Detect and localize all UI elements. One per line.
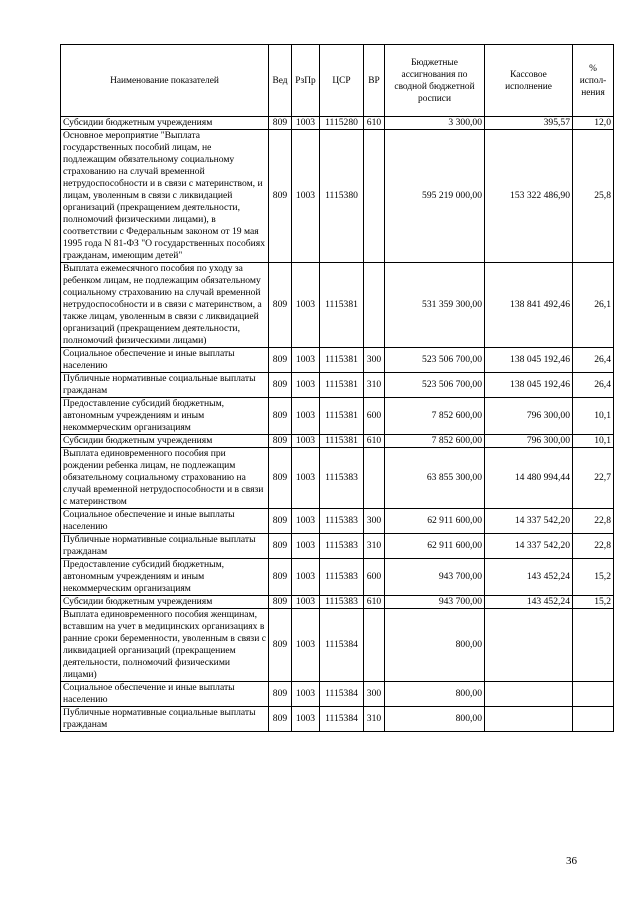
cell-csr: 1115383 <box>320 448 364 509</box>
cell-name: Публичные нормативные социальные выплаты гражданам <box>61 534 269 559</box>
cell-cash-execution: 14 337 542,20 <box>485 509 573 534</box>
cell-name: Выплата единовременного пособия женщинам, вставшим на учет в медицинских организациях в ранние сроки беременности, уволенным в связи с ликвидацией организаций (прекращением деятельности, полномочий физическими лицами) <box>61 609 269 682</box>
cell-cash-execution: 395,57 <box>485 117 573 130</box>
page-number: 36 <box>566 855 577 867</box>
cell-vr: 610 <box>364 117 385 130</box>
cell-assignments: 3 300,00 <box>385 117 485 130</box>
cell-csr: 1115383 <box>320 596 364 609</box>
cell-rzpr: 1003 <box>292 707 320 732</box>
cell-vr: 310 <box>364 707 385 732</box>
cell-percent: 26,4 <box>573 348 614 373</box>
cell-percent: 10,1 <box>573 398 614 435</box>
cell-cash-execution: 138 841 492,46 <box>485 263 573 348</box>
cell-assignments: 523 506 700,00 <box>385 373 485 398</box>
cell-rzpr: 1003 <box>292 448 320 509</box>
cell-assignments: 800,00 <box>385 682 485 707</box>
cell-vr: 310 <box>364 534 385 559</box>
cell-rzpr: 1003 <box>292 596 320 609</box>
header-percent: % испол-нения <box>573 45 614 117</box>
cell-ved: 809 <box>269 117 292 130</box>
cell-ved: 809 <box>269 682 292 707</box>
cell-csr: 1115383 <box>320 509 364 534</box>
cell-assignments: 800,00 <box>385 609 485 682</box>
cell-csr: 1115384 <box>320 682 364 707</box>
cell-vr: 300 <box>364 509 385 534</box>
cell-csr: 1115383 <box>320 534 364 559</box>
cell-cash-execution: 796 300,00 <box>485 435 573 448</box>
table-row <box>61 398 614 435</box>
cell-assignments: 62 911 600,00 <box>385 534 485 559</box>
cell-name: Предоставление субсидий бюджетным, автономным учреждениям и иным некоммерческим организациям <box>61 559 269 596</box>
cell-percent: 22,8 <box>573 534 614 559</box>
cell-assignments: 7 852 600,00 <box>385 435 485 448</box>
cell-ved: 809 <box>269 609 292 682</box>
cell-rzpr: 1003 <box>292 682 320 707</box>
cell-assignments: 7 852 600,00 <box>385 398 485 435</box>
cell-percent: 22,7 <box>573 448 614 509</box>
cell-vr: 600 <box>364 559 385 596</box>
table-row <box>61 130 614 263</box>
table-row <box>61 263 614 348</box>
header-ved: Вед <box>269 45 292 117</box>
cell-rzpr: 1003 <box>292 609 320 682</box>
cell-csr: 1115381 <box>320 398 364 435</box>
header-rzpr: РзПр <box>292 45 320 117</box>
budget-execution-table <box>60 44 614 732</box>
cell-rzpr: 1003 <box>292 263 320 348</box>
cell-vr: 610 <box>364 596 385 609</box>
cell-name: Предоставление субсидий бюджетным, автономным учреждениям и иным некоммерческим организациям <box>61 398 269 435</box>
cell-csr: 1115380 <box>320 130 364 263</box>
cell-csr: 1115384 <box>320 609 364 682</box>
cell-percent: 26,1 <box>573 263 614 348</box>
cell-cash-execution <box>485 707 573 732</box>
cell-ved: 809 <box>269 448 292 509</box>
cell-rzpr: 1003 <box>292 348 320 373</box>
cell-csr: 1115280 <box>320 117 364 130</box>
cell-percent: 12,0 <box>573 117 614 130</box>
cell-ved: 809 <box>269 509 292 534</box>
cell-vr <box>364 609 385 682</box>
cell-cash-execution: 138 045 192,46 <box>485 373 573 398</box>
cell-cash-execution: 153 322 486,90 <box>485 130 573 263</box>
cell-cash-execution: 143 452,24 <box>485 596 573 609</box>
cell-assignments: 531 359 300,00 <box>385 263 485 348</box>
cell-percent: 15,2 <box>573 559 614 596</box>
cell-rzpr: 1003 <box>292 117 320 130</box>
cell-name: Выплата ежемесячного пособия по уходу за ребенком лицам, не подлежащим обязательному социальному страхованию на случай временной нетрудоспособности и в связи с материнством, а также лицам, уволенным в связи с ликвидацией организаций (прекращением деятельности, полномочий физическими лицами) <box>61 263 269 348</box>
cell-csr: 1115381 <box>320 348 364 373</box>
cell-cash-execution <box>485 682 573 707</box>
table-body <box>61 117 614 732</box>
cell-percent: 22,8 <box>573 509 614 534</box>
table-row <box>61 435 614 448</box>
cell-percent: 26,4 <box>573 373 614 398</box>
cell-rzpr: 1003 <box>292 398 320 435</box>
table-row <box>61 559 614 596</box>
cell-ved: 809 <box>269 596 292 609</box>
cell-rzpr: 1003 <box>292 130 320 263</box>
cell-name: Публичные нормативные социальные выплаты гражданам <box>61 707 269 732</box>
cell-csr: 1115381 <box>320 263 364 348</box>
cell-percent <box>573 682 614 707</box>
cell-vr: 300 <box>364 348 385 373</box>
table-row <box>61 707 614 732</box>
table-row <box>61 534 614 559</box>
cell-assignments: 595 219 000,00 <box>385 130 485 263</box>
header-csr: ЦСР <box>320 45 364 117</box>
cell-name: Социальное обеспечение и иные выплаты населению <box>61 682 269 707</box>
cell-assignments: 943 700,00 <box>385 596 485 609</box>
header-name: Наименование показателей <box>61 45 269 117</box>
cell-vr: 310 <box>364 373 385 398</box>
cell-ved: 809 <box>269 130 292 263</box>
cell-cash-execution: 796 300,00 <box>485 398 573 435</box>
header-cash-execution: Кассовое исполнение <box>485 45 573 117</box>
cell-name: Субсидии бюджетным учреждениям <box>61 117 269 130</box>
cell-name: Социальное обеспечение и иные выплаты населению <box>61 348 269 373</box>
cell-csr: 1115383 <box>320 559 364 596</box>
table-row <box>61 348 614 373</box>
cell-vr: 610 <box>364 435 385 448</box>
cell-csr: 1115381 <box>320 373 364 398</box>
cell-percent: 25,8 <box>573 130 614 263</box>
cell-rzpr: 1003 <box>292 534 320 559</box>
cell-cash-execution: 143 452,24 <box>485 559 573 596</box>
cell-csr: 1115384 <box>320 707 364 732</box>
cell-name: Выплата единовременного пособия при рождении ребенка лицам, не подлежащим обязательному социальному страхованию на случай временной нетрудоспособности и в связи с материнством <box>61 448 269 509</box>
table-row <box>61 117 614 130</box>
table-row <box>61 609 614 682</box>
cell-ved: 809 <box>269 348 292 373</box>
cell-cash-execution: 14 337 542,20 <box>485 534 573 559</box>
cell-name: Субсидии бюджетным учреждениям <box>61 435 269 448</box>
cell-cash-execution: 138 045 192,46 <box>485 348 573 373</box>
header-vr: ВР <box>364 45 385 117</box>
cell-ved: 809 <box>269 534 292 559</box>
cell-rzpr: 1003 <box>292 373 320 398</box>
table-row <box>61 596 614 609</box>
header-assignments: Бюджетные ассигнования по сводной бюджетной росписи <box>385 45 485 117</box>
cell-vr <box>364 448 385 509</box>
cell-name: Субсидии бюджетным учреждениям <box>61 596 269 609</box>
cell-assignments: 800,00 <box>385 707 485 732</box>
cell-vr: 600 <box>364 398 385 435</box>
cell-vr <box>364 263 385 348</box>
cell-ved: 809 <box>269 559 292 596</box>
cell-ved: 809 <box>269 398 292 435</box>
cell-assignments: 523 506 700,00 <box>385 348 485 373</box>
cell-percent: 10,1 <box>573 435 614 448</box>
cell-percent <box>573 609 614 682</box>
cell-vr <box>364 130 385 263</box>
cell-ved: 809 <box>269 373 292 398</box>
cell-vr: 300 <box>364 682 385 707</box>
cell-ved: 809 <box>269 263 292 348</box>
cell-name: Публичные нормативные социальные выплаты гражданам <box>61 373 269 398</box>
cell-ved: 809 <box>269 435 292 448</box>
cell-csr: 1115381 <box>320 435 364 448</box>
table-row <box>61 373 614 398</box>
table-row <box>61 509 614 534</box>
cell-cash-execution: 14 480 994,44 <box>485 448 573 509</box>
cell-cash-execution <box>485 609 573 682</box>
table-row <box>61 448 614 509</box>
cell-assignments: 943 700,00 <box>385 559 485 596</box>
cell-percent <box>573 707 614 732</box>
cell-rzpr: 1003 <box>292 509 320 534</box>
cell-name: Социальное обеспечение и иные выплаты населению <box>61 509 269 534</box>
cell-rzpr: 1003 <box>292 559 320 596</box>
header-row <box>61 45 614 117</box>
cell-name: Основное мероприятие "Выплата государственных пособий лицам, не подлежащим обязательному социальному страхованию на случай временной нетрудоспособности и в связи с материнством, и лицам, уволенным в связи с ликвидацией организаций (прекращением деятельности, полномочий физическими лицами), в соответствии с Федеральным законом от 19 мая 1995 года N 81-ФЗ "О государственных пособиях гражданам, имеющим детей" <box>61 130 269 263</box>
cell-assignments: 62 911 600,00 <box>385 509 485 534</box>
cell-ved: 809 <box>269 707 292 732</box>
table-row <box>61 682 614 707</box>
cell-assignments: 63 855 300,00 <box>385 448 485 509</box>
cell-percent: 15,2 <box>573 596 614 609</box>
cell-rzpr: 1003 <box>292 435 320 448</box>
